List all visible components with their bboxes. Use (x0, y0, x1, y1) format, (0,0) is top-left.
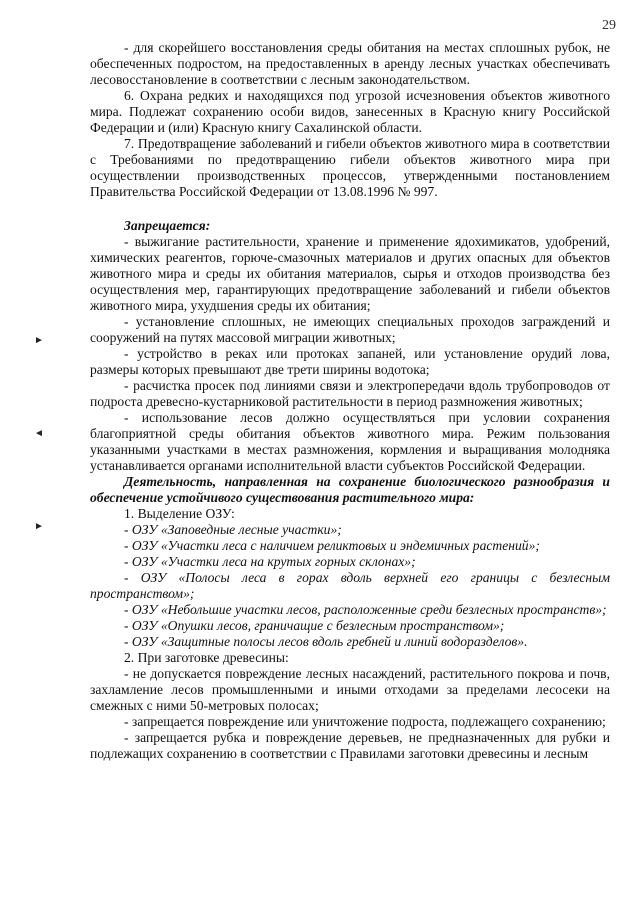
prohibited-item: - использование лесов должно осуществляться при условии сохранения благоприятной среды обитания объектов животного мира. Режим пользования указанными участками в местах размножения, кормления и выращивания молодняка устанавливается органами исполнительной власти субъектов Российской Федерации. (90, 410, 610, 473)
prohibited-item: - выжигание растительности, хранение и применение ядохимикатов, удобрений, химических реагентов, горюче-смазочных материалов и других опасных для объектов животного мира и среды их обитания материалов, сырья и отходов производства без осуществления мер, гарантирующих предотвращение заболеваний и гибели объектов животного мира, ухудшения среды их обитания; (90, 234, 610, 313)
section-title: 2. При заготовке древесины: (124, 650, 289, 665)
biodiversity-heading: Деятельность, направленная на сохранение биологического разнообразия и обеспечение устойчивого существования растительного мира: (90, 474, 610, 505)
paragraph: 7. Предотвращение заболеваний и гибели объектов животного мира в соответствии с Требованиями по предотвращению гибели объектов животного мира при осуществлении производственных процессов, утвержденными постановлением Правительства Российской Федерации от 13.08.1996 № 997. (90, 136, 610, 199)
margin-mark: ► (34, 521, 44, 532)
margin-mark: ► (34, 335, 44, 346)
harvest-item: - не допускается повреждение лесных насаждений, растительного покрова и почв, захламление лесов промышленными и иными отходами за пределами лесосеки на смежных с ними 50-метровых полосах; (90, 666, 610, 713)
section-title: 1. Выделение ОЗУ: (124, 506, 235, 521)
ozu-item: - ОЗУ «Полосы леса в горах вдоль верхней его границы с безлесным пространством»; (90, 570, 610, 601)
ozu-item: - ОЗУ «Участки леса с наличием реликтовых и эндемичных растений»; (124, 538, 540, 553)
prohibited-item: - устройство в реках или протоках запаней, или установление орудий лова, размеры которых превышают две трети ширины водотока; (90, 346, 610, 377)
paragraph: 6. Охрана редких и находящихся под угрозой исчезновения объектов животного мира. Подлежат сохранению особи видов, занесенных в Красную книгу Российской Федерации и (или) Красную книгу Сахалинской области. (90, 88, 610, 135)
harvest-item: - запрещается рубка и повреждение деревьев, не предназначенных для рубки и подлежащих сохранению в соответствии с Правилами заготовки древесины и лесным (90, 730, 610, 761)
ozu-item: - ОЗУ «Небольшие участки лесов, расположенные среди безлесных пространств»; (124, 602, 607, 617)
page-number: 29 (602, 18, 616, 33)
ozu-item: - ОЗУ «Участки леса на крутых горных склонах»; (124, 554, 416, 569)
prohibited-heading: Запрещается: (124, 218, 211, 233)
ozu-item: - ОЗУ «Защитные полосы лесов вдоль гребней и линий водоразделов». (124, 634, 528, 649)
paragraph: - для скорейшего восстановления среды обитания на местах сплошных рубок, не обеспеченных подростом, на предоставленных в аренду лесных участках обеспечивать лесовосстановление в соответствии с лесным законодательством. (90, 40, 610, 87)
ozu-item: - ОЗУ «Опушки лесов, граничащие с безлесным пространством»; (124, 618, 505, 633)
harvest-item: - запрещается повреждение или уничтожение подроста, подлежащего сохранению; (124, 714, 606, 729)
prohibited-item: - установление сплошных, не имеющих специальных проходов заграждений и сооружений на путях массовой миграции животных; (90, 314, 610, 345)
margin-mark: ◄ (34, 428, 44, 439)
document-body (90, 40, 610, 762)
prohibited-item: - расчистка просек под линиями связи и электропередачи вдоль трубопроводов от подроста древесно-кустарниковой растительности в период размножения животных; (90, 378, 610, 409)
ozu-item: - ОЗУ «Заповедные лесные участки»; (124, 522, 342, 537)
